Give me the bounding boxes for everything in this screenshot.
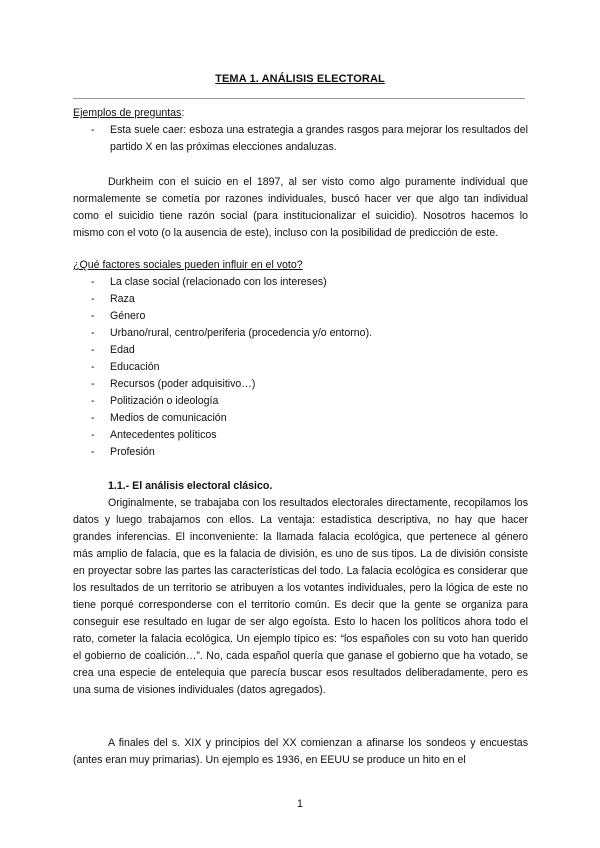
factor-item: - Urbano/rural, centro/periferia (procedencia y/o entorno).: [91, 325, 528, 342]
factor-item: - Género: [91, 308, 528, 325]
factor-item: - Recursos (poder adquisitivo…): [91, 376, 528, 393]
page-title: TEMA 1. ANÁLISIS ELECTORAL: [215, 73, 385, 85]
factor-item: - Medios de comunicación: [91, 410, 528, 427]
surveys-paragraph: A finales del s. XIX y principios del XX comienzan a afinarse los sondeos y encuestas (antes eran muy primarias). Un ejemplo es 1936, en EEUU se produce un hito en el: [73, 737, 528, 766]
factor-item: - La clase social (relacionado con los intereses): [91, 274, 528, 291]
example-item: - Esta suele caer: esboza una estrategia a grandes rasgos para mejorar los resultados del partido X en las próximas elecciones andaluzas.: [91, 122, 528, 156]
examples-list: [91, 122, 528, 156]
examples-heading: Ejemplos de preguntas: [73, 107, 182, 119]
factor-item: - Edad: [91, 342, 528, 359]
factors-list: [91, 274, 528, 461]
factor-item: - Raza: [91, 291, 528, 308]
classic-analysis-paragraph: Originalmente, se trabajaba con los resultados electorales directamente, recopilamos los datos y luego trabajamos con ellos. La ventaja: estadística descriptiva, no hay que hacer grandes inferencias. El inconveniente: la llamada falacia ecológica, que pertenece al género más amplio de falacia, que es la falacia de división, es uno de sus tipos. La de división consiste en proyectar sobre las partes las características del todo. La falacia ecológica es considerar que los resultados de un territorio se atribuyen a los votantes individuales, pero la lógica de este no tiene porqué corresponderse con el territorio común. Es decir que la gente se organiza para conseguir ese resultado en lugar de ser algo egoísta. Esto lo hacen los políticos ahora todo el rato, cometer la falacia ecológica. Un ejemplo típico es: “los españoles con su voto han querido el gobierno de coalición…”. No, cada español quería que ganase el gobierno que ha votado, se crea una especie de entelequia que parecía buscar esos resultados deliberadamente, pero es una suma de visiones individuales (datos agregados).: [73, 497, 528, 696]
factor-item: - Educación: [91, 359, 528, 376]
examples-heading-line: [73, 105, 184, 122]
examples-heading-colon: :: [181, 107, 185, 119]
factor-item: - Politización o ideología: [91, 393, 528, 410]
factors-heading: ¿Qué factores sociales pueden influir en el voto?: [73, 259, 303, 271]
page-number: 1: [297, 798, 303, 810]
factor-item: - Profesión: [91, 444, 528, 461]
durkheim-paragraph: Durkheim con el suicio en el 1897, al ser visto como algo puramente individual que normalemente se cometía por razones individuales, buscó hacer ver que algo tan individual como el suicidio tiene razón social (para institucionalizar el suicidio). Nosotros hacemos lo mismo con el voto (o la ausencia de este), incluso con la posibilidad de predicción de este.: [73, 176, 528, 239]
section-heading: 1.1.- El análisis electoral clásico.: [108, 480, 273, 492]
title-divider: [73, 98, 525, 99]
factor-item: - Antecedentes políticos: [91, 427, 528, 444]
